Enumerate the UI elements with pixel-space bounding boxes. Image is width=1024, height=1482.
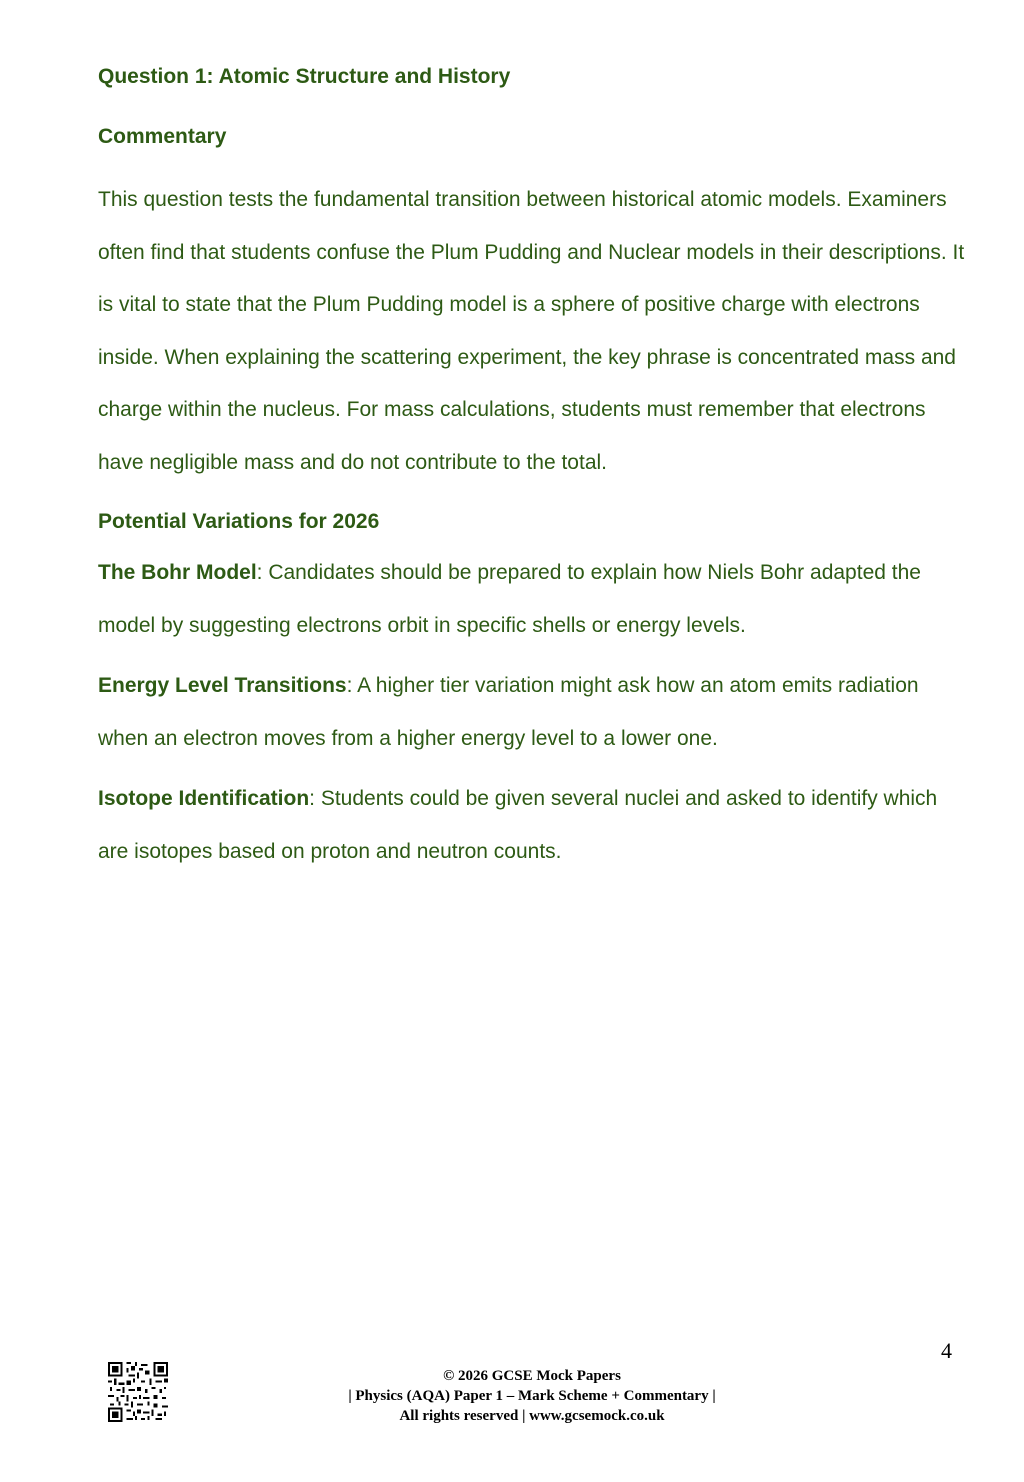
footer-rights: All rights reserved | www.gcsemock.co.uk — [399, 1408, 665, 1424]
commentary-heading: Commentary — [98, 125, 227, 148]
footer — [0, 1366, 1024, 1426]
variation-term: Energy Level Transitions — [98, 674, 347, 697]
footer-paper-info: | Physics (AQA) Paper 1 – Mark Scheme + Commentary | — [348, 1388, 716, 1404]
variation-text: : Candidates should be prepared to explain how Niels Bohr adapted the model by suggesting electrons orbit in specific shells or energy levels. — [98, 561, 921, 637]
page-content — [98, 62, 968, 898]
variation-text: : Students could be given several nuclei and asked to identify which are isotopes based on proton and neutron counts. — [98, 787, 938, 863]
variation-item — [98, 660, 968, 765]
page-number: 4 — [941, 1338, 952, 1363]
variation-item — [98, 547, 968, 652]
variation-term: Isotope Identification — [98, 787, 310, 810]
variation-text: : A higher tier variation might ask how an atom emits radiation when an electron moves from a higher energy level to a lower one. — [98, 674, 919, 750]
commentary-paragraph: This question tests the fundamental transition between historical atomic models. Examiners often find that students confuse the Plum Pudding and Nuclear models in their descriptions. It is vital to state that the Plum Pudding model is a sphere of positive charge with electrons inside. When explaining the scattering experiment, the key phrase is concentrated mass and charge within the nucleus. For mass calculations, students must remember that electrons have negligible mass and do not contribute to the total. — [98, 188, 965, 474]
variations-heading: Potential Variations for 2026 — [98, 510, 380, 533]
variation-item — [98, 773, 968, 878]
question-title: Question 1: Atomic Structure and History — [98, 65, 511, 88]
footer-copyright: © 2026 GCSE Mock Papers — [443, 1368, 621, 1384]
variation-term: The Bohr Model — [98, 561, 257, 584]
